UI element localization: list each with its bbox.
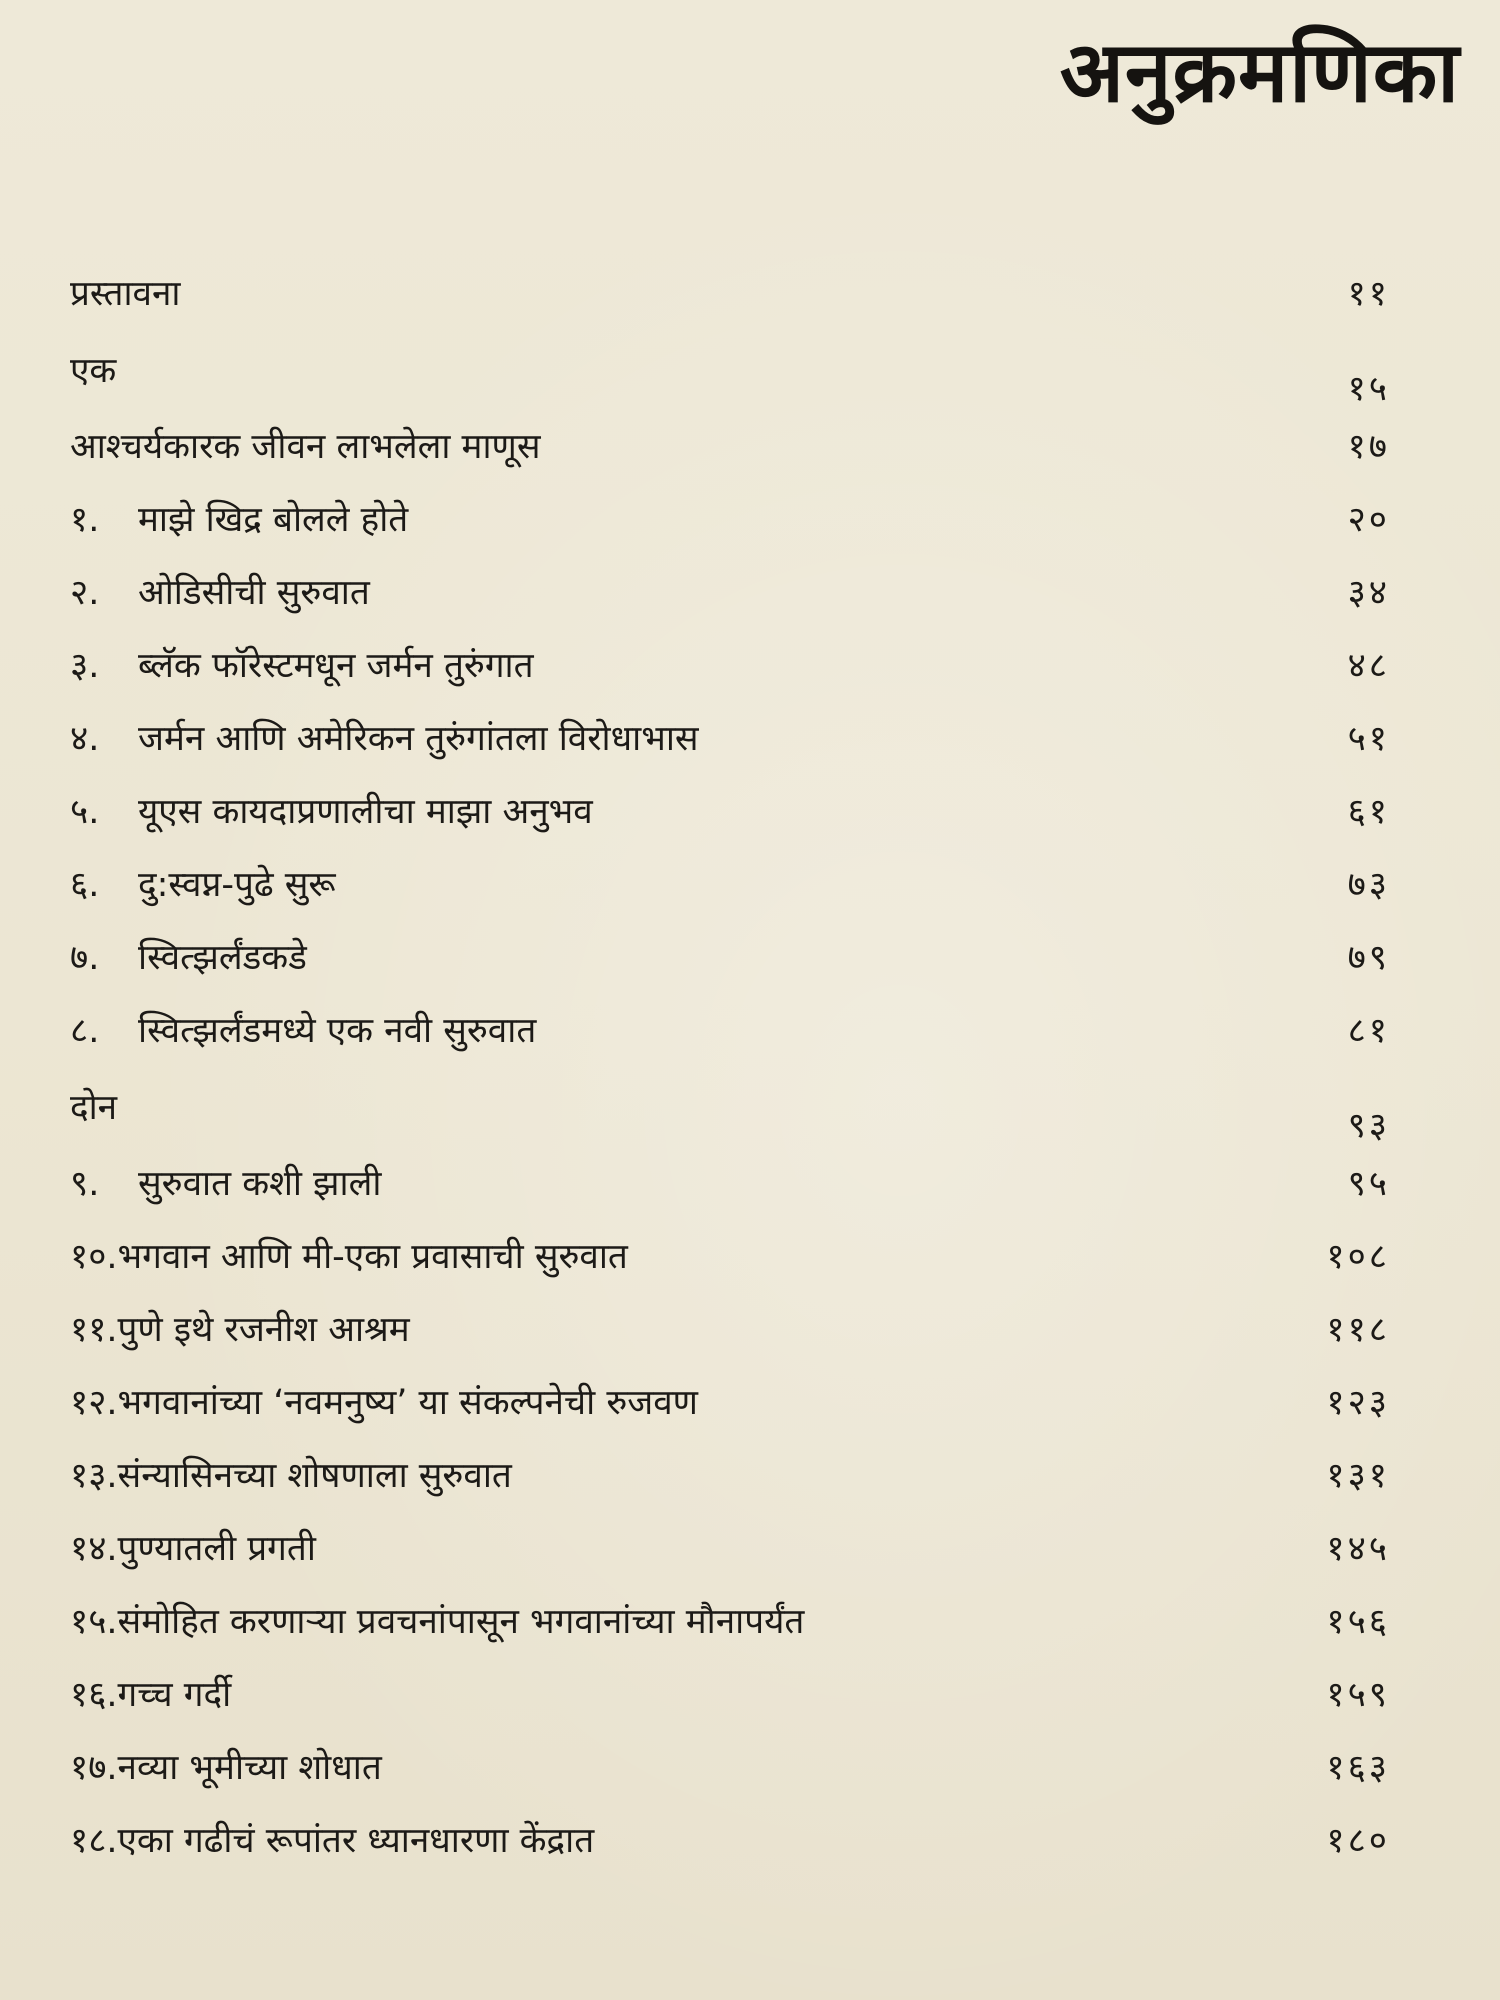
toc-entry xyxy=(0,484,1500,557)
page-number: ११८ xyxy=(1326,1310,1390,1350)
toc-entry-label xyxy=(70,995,536,1068)
page-number: ९५ xyxy=(1347,1164,1390,1204)
chapter-title: एका गढीचं रूपांतर ध्यानधारणा केंद्रात xyxy=(117,1821,595,1861)
toc-entry xyxy=(0,1221,1500,1294)
chapter-title: संमोहित करणाऱ्या प्रवचनांपासून भगवानांच्या मौनापर्यंत xyxy=(117,1602,805,1642)
toc-entry xyxy=(0,1367,1500,1440)
toc-entry-label xyxy=(70,1732,382,1805)
chapter-number: १०. xyxy=(70,1237,118,1277)
chapter-number: १७. xyxy=(70,1748,118,1788)
chapter-title: दोन xyxy=(70,1088,118,1128)
chapter-number: ४. xyxy=(70,719,100,759)
page-number: १७ xyxy=(1347,427,1390,467)
toc-entry-label xyxy=(70,557,370,630)
page-number: १८० xyxy=(1326,1821,1390,1861)
page-number: ७९ xyxy=(1347,938,1390,978)
toc-entry-label xyxy=(70,776,593,849)
chapter-title: ओडिसीची सुरुवात xyxy=(138,573,370,613)
page-number: १३१ xyxy=(1326,1456,1390,1496)
chapter-title: यूएस कायदाप्रणालीचा माझा अनुभव xyxy=(138,792,593,832)
toc-entry xyxy=(0,1148,1500,1221)
page-number: ११ xyxy=(1347,274,1390,314)
chapter-number: १८. xyxy=(70,1821,118,1861)
page-number: १२३ xyxy=(1326,1383,1390,1423)
toc-entry xyxy=(0,1805,1500,1878)
chapter-title: भगवान आणि मी-एका प्रवासाची सुरुवात xyxy=(117,1237,628,1277)
chapter-title: संन्यासिनच्या शोषणाला सुरुवात xyxy=(117,1456,512,1496)
toc-entry xyxy=(0,703,1500,776)
toc-entry xyxy=(0,258,1500,331)
toc-entry-label xyxy=(70,922,307,995)
page-number: १०८ xyxy=(1326,1237,1390,1277)
chapter-title: एक xyxy=(70,351,117,391)
toc-entry xyxy=(0,849,1500,922)
page-number: ४८ xyxy=(1347,646,1390,686)
toc-entry-label xyxy=(70,331,116,411)
chapter-number: ११. xyxy=(70,1310,118,1350)
page-number: १५६ xyxy=(1326,1602,1390,1642)
table-of-contents xyxy=(0,258,1500,1878)
page-number: ८१ xyxy=(1347,1011,1390,1051)
chapter-title: स्वित्झर्लंडकडे xyxy=(138,938,307,978)
chapter-number: १३. xyxy=(70,1456,118,1496)
toc-entry xyxy=(0,630,1500,703)
toc-entry-label xyxy=(70,1440,512,1513)
chapter-number: १. xyxy=(70,500,100,540)
chapter-number: ९. xyxy=(70,1164,100,1204)
toc-section-heading xyxy=(0,1068,1500,1148)
toc-entry-label xyxy=(70,484,408,557)
page-number: ९३ xyxy=(1347,1106,1390,1146)
toc-entry xyxy=(0,922,1500,995)
toc-entry xyxy=(0,995,1500,1068)
chapter-number: ५. xyxy=(70,792,100,832)
toc-entry xyxy=(0,557,1500,630)
page-number: ७३ xyxy=(1347,865,1390,905)
chapter-number: १४. xyxy=(70,1529,118,1569)
chapter-number: १२. xyxy=(70,1383,118,1423)
toc-entry xyxy=(0,1440,1500,1513)
chapter-title: दु:स्वप्न-पुढे सुरू xyxy=(138,865,336,905)
toc-entry-label xyxy=(70,1294,410,1367)
toc-entry xyxy=(0,1659,1500,1732)
toc-entry xyxy=(0,1294,1500,1367)
toc-entry-label xyxy=(70,1513,316,1586)
chapter-title: पुण्यातली प्रगती xyxy=(117,1529,316,1569)
page-number: ६१ xyxy=(1347,792,1390,832)
page-number: ५१ xyxy=(1347,719,1390,759)
page-number: १६३ xyxy=(1326,1748,1390,1788)
chapter-title: आश्चर्यकारक जीवन लाभलेला माणूस xyxy=(70,427,541,467)
chapter-title: ब्लॅक फॉरेस्टमधून जर्मन तुरुंगात xyxy=(138,646,534,686)
toc-entry-label xyxy=(70,1367,698,1440)
chapter-title: माझे खिद्र बोलले होते xyxy=(138,500,409,540)
toc-entry-label xyxy=(70,411,541,484)
toc-entry-label xyxy=(70,1586,804,1659)
toc-section-heading xyxy=(0,331,1500,411)
toc-entry xyxy=(0,1513,1500,1586)
chapter-number: ३. xyxy=(70,646,100,686)
page-number: २० xyxy=(1347,500,1390,540)
chapter-title: प्रस्तावना xyxy=(70,274,181,314)
chapter-title: नव्या भूमीच्या शोधात xyxy=(117,1748,382,1788)
chapter-number: १५. xyxy=(70,1602,118,1642)
chapter-title: पुणे इथे रजनीश आश्रम xyxy=(117,1310,410,1350)
page-number: १५ xyxy=(1347,369,1390,409)
toc-entry-label xyxy=(70,1221,628,1294)
toc-entry-label xyxy=(70,703,699,776)
page-number: १४५ xyxy=(1326,1529,1390,1569)
toc-entry-label xyxy=(70,1659,231,1732)
toc-entry-label xyxy=(70,1148,381,1221)
chapter-number: १६. xyxy=(70,1675,118,1715)
toc-entry-label xyxy=(70,849,336,922)
page-number: १५९ xyxy=(1326,1675,1390,1715)
toc-entry-label xyxy=(70,258,181,331)
page-title: अनुक्रमणिका xyxy=(1059,23,1460,121)
chapter-title: सुरुवात कशी झाली xyxy=(138,1164,382,1204)
toc-entry xyxy=(0,411,1500,484)
chapter-title: भगवानांच्या ‘नवमनुष्य’ या संकल्पनेची रुजवण xyxy=(117,1383,698,1423)
page-number: ३४ xyxy=(1347,573,1390,613)
toc-entry xyxy=(0,776,1500,849)
toc-entry-label xyxy=(70,1805,594,1878)
chapter-number: २. xyxy=(70,573,100,613)
chapter-title: जर्मन आणि अमेरिकन तुरुंगांतला विरोधाभास xyxy=(138,719,699,759)
toc-entry-label xyxy=(70,630,534,703)
toc-entry xyxy=(0,1732,1500,1805)
chapter-title: गच्च गर्दी xyxy=(117,1675,232,1715)
toc-entry-label xyxy=(70,1068,117,1148)
toc-entry xyxy=(0,1586,1500,1659)
chapter-number: ८. xyxy=(70,1011,100,1051)
chapter-title: स्वित्झर्लंडमध्ये एक नवी सुरुवात xyxy=(138,1011,537,1051)
chapter-number: ६. xyxy=(70,865,100,905)
chapter-number: ७. xyxy=(70,938,100,978)
